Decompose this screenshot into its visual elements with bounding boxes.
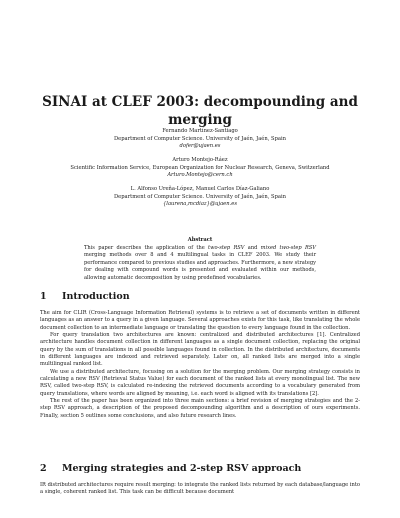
abstract-heading: Abstract bbox=[187, 237, 213, 243]
introduction-body bbox=[40, 310, 360, 420]
abstract-part: This paper describes the application of the bbox=[84, 245, 209, 251]
author-email: Arturo.Montejo@cern.ch bbox=[167, 172, 233, 179]
section-heading-introduction bbox=[40, 291, 130, 302]
author-email: dofer@ujaen.es bbox=[179, 143, 221, 150]
author-name: L. Alfonso Ureña-López, Manuel Carlos Díaz-Galiano bbox=[130, 186, 270, 192]
paragraph: The aim for CLIR (Cross-Language Information Retrieval) systems is to retrieve a set of documents written in different languages as an answer to a query in a given language. Several approaches exists for this task, like translating the whole document collection to an intermediate language or translating the question to every language found in the collection. bbox=[40, 310, 360, 331]
paragraph: IR distributed architectures require result merging: to integrate the ranked lists returned by each database/language into a single, coherent ranked list. This task can be difficult because document bbox=[40, 482, 360, 496]
author-block-3 bbox=[30, 186, 370, 209]
paragraph: We use a distributed architecture, focusing on a solution for the merging problem. Our merging strategy consists in calculating a new RSV (Retrieval Status Value) for each document of the ranked lists at every monolingual list. The new RSV, called two-step RSV, is calculated re-indexing the retrieved documents according to a vocabulary generated from query translations, where words are aligned by meaning, i.e. each word is aligned with its translations [2]. bbox=[40, 368, 360, 397]
abstract-part: and bbox=[244, 245, 261, 251]
section-number: 1 bbox=[40, 291, 47, 302]
paragraph: For query translation two architectures are known: centralized and distributed architectures [1]. Centralized architecture handles document collection in different languages as a single document collection, replacing the original query by the sum of translations in all possible languages found in collection. In the distributed architecture, documents in different languages are indexed and retrieved separately. Later on, all ranked lists are merged into a single multilingual ranked list. bbox=[40, 332, 360, 368]
abstract-text bbox=[84, 245, 316, 282]
author-affiliation: Department of Computer Science. University of Jaén, Jaén, Spain bbox=[114, 193, 286, 200]
section-heading-merging bbox=[40, 463, 301, 474]
author-affiliation: Department of Computer Science. University of Jaén, Jaén, Spain bbox=[114, 135, 286, 142]
author-email: {laurena,mcdiaz}@ujaen.es bbox=[163, 201, 237, 208]
paragraph: The rest of the paper has been organized into three main sections: a brief revision of merging strategies and the 2-step RSV approach, a description of the proposed decompounding algorithm and a description of ours experiments. Finally, section 5 outlines some conclusions, and also future research lines. bbox=[40, 398, 360, 419]
abstract-part: merging methods over 8 and 4 multilingual tasks in CLEF 2003. We study their performance compared to previous studies and approaches. Furthermore, a new strategy for dealing with compound words is presented and evaluated within our methods, allowing automatic decomposition by using predefined vocabularies. bbox=[84, 252, 316, 281]
section-number: 2 bbox=[40, 463, 47, 474]
merging-body bbox=[40, 482, 360, 497]
author-block-1 bbox=[30, 128, 370, 151]
section-title-text: Introduction bbox=[62, 291, 130, 302]
section-title-text: Merging strategies and 2-step RSV approach bbox=[62, 463, 302, 474]
abstract-term: mixed two-step RSV bbox=[260, 245, 316, 251]
author-name: Fernando Martínez-Santiago bbox=[162, 128, 238, 134]
author-block-2 bbox=[30, 157, 370, 180]
author-affiliation: Scientific Information Service, European Organization for Nuclear Research, Geneva, Switzerland bbox=[70, 164, 330, 171]
author-name: Arturo Montejo-Ráez bbox=[172, 157, 228, 163]
title-line-1: SINAI at CLEF 2003: decompounding and bbox=[42, 94, 358, 110]
abstract-term: two-step RSV bbox=[208, 245, 245, 251]
paper-title bbox=[40, 93, 360, 129]
title-line-2: merging bbox=[168, 112, 232, 128]
